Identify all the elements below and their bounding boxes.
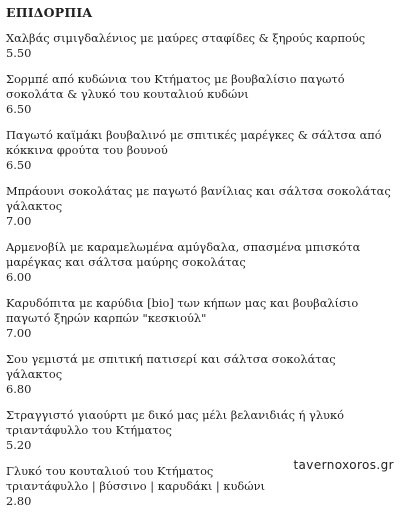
menu-item — [6, 184, 394, 229]
menu-item-price: 6.00 — [6, 270, 32, 284]
menu-items-list — [6, 31, 394, 509]
menu-item-name: Παγωτό καϊμάκι βουβαλινό με σπιτικές μαρέγκες & σάλτσα από κόκκινα φρούτα του βουνού — [6, 128, 382, 157]
menu-item-name: Σου γεμιστά με σπιτική πατισερί και σάλτσα σοκολάτας γάλακτος — [6, 352, 336, 381]
menu-item-price: 7.00 — [6, 214, 32, 228]
menu-item-price: 6.50 — [6, 158, 32, 172]
menu-item-price: 6.80 — [6, 382, 32, 396]
menu-item-name: Καρυδόπιτα με καρύδια [bio] των κήπων μας και βουβαλίσιο παγωτό ξηρών καρπών "κεσκιούλ" — [6, 296, 359, 325]
menu-item — [6, 31, 394, 61]
menu-item-name: Σορμπέ από κυδώνια του Κτήματος με βουβαλίσιο παγωτό σοκολάτα & γλυκό του κουταλιού κυδώνι — [6, 72, 345, 101]
menu-item-name: Γλυκό του κουταλιού του Κτήματος τριαντάφυλλο | βύσσινο | καρυδάκι | κυδώνι — [6, 464, 265, 493]
menu-item — [6, 72, 394, 117]
menu-item — [6, 128, 394, 173]
menu-item-name: Στραγγιστό γιαούρτι με δικό μας μέλι βελανιδιάς ή γλυκό τριαντάφυλλο του Κτήματος — [6, 408, 344, 437]
menu-item — [6, 240, 394, 285]
watermark: tavernoxoros.gr — [293, 458, 394, 472]
menu-item-price: 7.00 — [6, 326, 32, 340]
menu-item-price: 2.80 — [6, 494, 32, 508]
menu-title: ΕΠΙΔΟΡΠΙΑ — [6, 5, 93, 20]
menu-item-price: 5.50 — [6, 46, 32, 60]
menu-item — [6, 408, 394, 453]
menu-item — [6, 296, 394, 341]
menu-item-price: 6.50 — [6, 102, 32, 116]
menu-item — [6, 352, 394, 397]
menu-item-price: 5.20 — [6, 438, 32, 452]
menu-item-name: Χαλβάς σιμιγδαλένιος με μαύρες σταφίδες & ξηρούς καρπούς — [6, 31, 366, 45]
dessert-menu — [6, 5, 394, 520]
menu-item-name: Μπράουνι σοκολάτας με παγωτό βανίλιας και σάλτσα σοκολάτας γάλακτος — [6, 184, 391, 213]
menu-item-name: Αρμενοβίλ με καραμελωμένα αμύγδαλα, σπασμένα μπισκότα μαρέγκας και σάλτσα μαύρης σοκολάτας — [6, 240, 361, 269]
